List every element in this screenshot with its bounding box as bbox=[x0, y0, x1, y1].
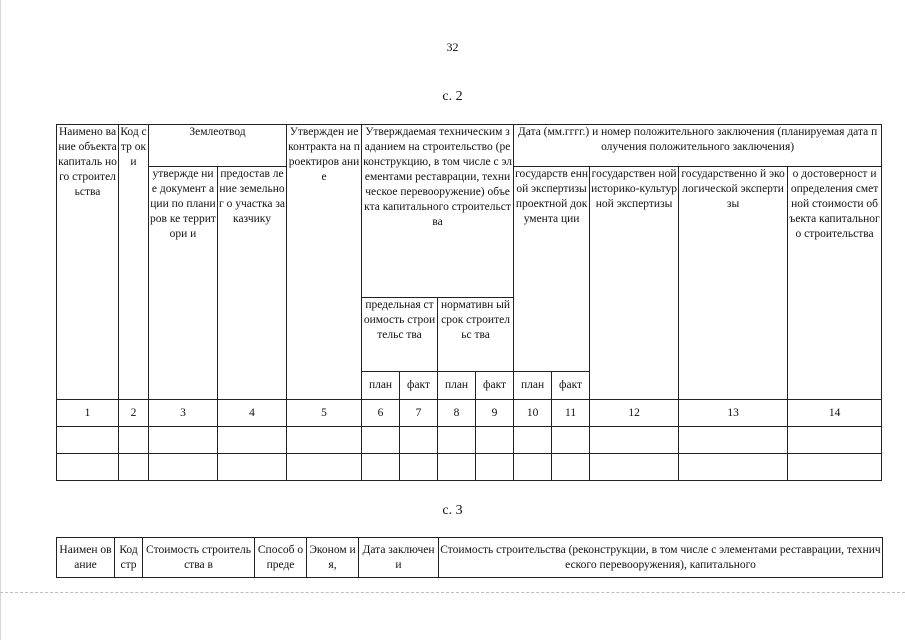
table-row bbox=[57, 427, 882, 454]
section-3-label: с. 3 bbox=[442, 503, 463, 518]
column-number: 9 bbox=[476, 400, 514, 427]
column-number: 13 bbox=[679, 400, 788, 427]
empty-cell bbox=[57, 427, 119, 454]
header-construction-cost: Стоимость строительства в bbox=[143, 538, 255, 578]
empty-cell bbox=[149, 454, 218, 481]
header-construction-cost-detailed: Стоимость строительства (реконструкции, в том числе с элементами реставрации, технического перевооружения), капитального bbox=[439, 538, 883, 578]
empty-cell bbox=[438, 427, 476, 454]
header-state-expertise: государств енной экспертизы проектной документа ции bbox=[514, 167, 590, 372]
empty-cell bbox=[287, 454, 362, 481]
column-number: 5 bbox=[287, 400, 362, 427]
empty-cell bbox=[400, 454, 438, 481]
empty-cell bbox=[438, 454, 476, 481]
empty-cell bbox=[476, 454, 514, 481]
header-object-name: Наимен ование bbox=[57, 538, 115, 578]
empty-cell bbox=[788, 427, 882, 454]
header-determination-method: Способ опреде bbox=[255, 538, 307, 578]
empty-cell bbox=[679, 454, 788, 481]
header-savings: Эконом ия, bbox=[307, 538, 359, 578]
header-historical-expertise: государствен ной историко-культурной экспертизы bbox=[590, 167, 679, 400]
empty-cell bbox=[218, 427, 287, 454]
empty-cell bbox=[514, 454, 552, 481]
section-2-table bbox=[56, 124, 882, 481]
header-fact: факт bbox=[400, 372, 438, 400]
header-conclusion-date: Дата заключени bbox=[359, 538, 439, 578]
empty-cell bbox=[149, 427, 218, 454]
header-object-name: Наимено вание объекта капиталь ного строител ьства bbox=[57, 125, 119, 400]
empty-cell bbox=[119, 454, 149, 481]
header-plan: план bbox=[438, 372, 476, 400]
table-row bbox=[57, 454, 882, 481]
empty-cell bbox=[552, 454, 590, 481]
column-number: 14 bbox=[788, 400, 882, 427]
section-2-label: с. 2 bbox=[442, 89, 463, 104]
empty-cell bbox=[287, 427, 362, 454]
header-line-code: Код стр оки bbox=[119, 125, 149, 400]
column-number: 2 bbox=[119, 400, 149, 427]
section-3-table bbox=[56, 537, 883, 578]
empty-cell bbox=[362, 427, 400, 454]
header-cost-reliability: о достоверност и определения сметной стоимости объекта капитального строительства bbox=[788, 167, 882, 400]
empty-cell bbox=[57, 454, 119, 481]
header-contract-approval: Утвержден ие контракта на проектиров ание bbox=[287, 125, 362, 400]
header-normative-term: нормативн ый срок строительс тва bbox=[438, 298, 514, 372]
column-numbers-row bbox=[57, 400, 882, 427]
empty-cell bbox=[400, 427, 438, 454]
column-number: 8 bbox=[438, 400, 476, 427]
column-number: 3 bbox=[149, 400, 218, 427]
header-land-planning-docs: утвержде ние документ ации по планиров ке территори и bbox=[149, 167, 218, 400]
empty-cell bbox=[218, 454, 287, 481]
column-number: 4 bbox=[218, 400, 287, 427]
header-conclusion-date: Дата (мм.гггг.) и номер положительного заключения (планируемая дата получения положительного заключения) bbox=[514, 125, 882, 167]
page-number: 32 bbox=[446, 40, 459, 54]
scan-artifact-line bbox=[0, 592, 905, 593]
empty-cell bbox=[552, 427, 590, 454]
empty-cell bbox=[119, 427, 149, 454]
empty-cell bbox=[362, 454, 400, 481]
empty-cell bbox=[590, 454, 679, 481]
header-cost-limit: предельная стоимость строительс тва bbox=[362, 298, 438, 372]
column-number: 1 bbox=[57, 400, 119, 427]
header-tech-spec: Утверждаемая техническим заданием на строительство (реконструкцию, в том числе с элементами реставрации, техническое перевооружение) объекта капитального строительства bbox=[362, 125, 514, 298]
column-number: 10 bbox=[514, 400, 552, 427]
empty-cell bbox=[679, 427, 788, 454]
header-plan: план bbox=[362, 372, 400, 400]
empty-cell bbox=[476, 427, 514, 454]
column-number: 11 bbox=[552, 400, 590, 427]
header-plan: план bbox=[514, 372, 552, 400]
column-number: 12 bbox=[590, 400, 679, 427]
header-fact: факт bbox=[476, 372, 514, 400]
header-line-code: Код стр bbox=[115, 538, 143, 578]
header-ecological-expertise: государственно й экологической экспертизы bbox=[679, 167, 788, 400]
column-number: 6 bbox=[362, 400, 400, 427]
empty-cell bbox=[788, 454, 882, 481]
column-number: 7 bbox=[400, 400, 438, 427]
header-fact: факт bbox=[552, 372, 590, 400]
empty-cell bbox=[514, 427, 552, 454]
header-land-plot-provision: предостав ление земельног о участка заказчику bbox=[218, 167, 287, 400]
header-land-allotment: Землеотвод bbox=[149, 125, 287, 167]
empty-cell bbox=[590, 427, 679, 454]
